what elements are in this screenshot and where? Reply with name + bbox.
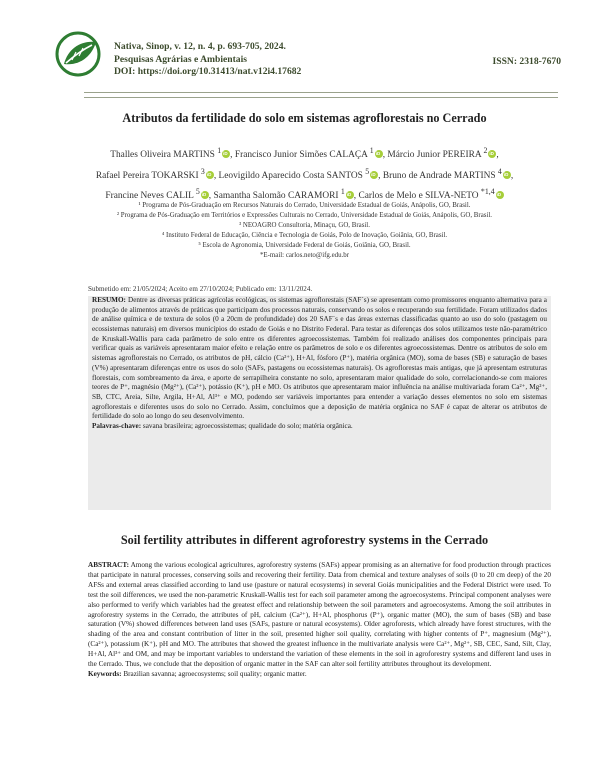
resumo-box <box>88 296 551 510</box>
palavras-chave-label: Palavras-chave: <box>92 421 142 430</box>
keywords-text: Brazilian savanna; agroecosystems; soil quality; organic matter. <box>123 669 307 678</box>
issn-label: ISSN: 2318-7670 <box>492 56 561 67</box>
header-divider-2 <box>84 97 558 98</box>
journal-logo-icon <box>52 30 106 78</box>
resumo-text: Dentre as diversas práticas agrícolas ecológicas, os sistemas agroflorestais (SAF´s) se apresentam como promissores enquanto alternativa para a produção de alimentos através de práticas que participam dos processos naturais, conservando os solos e recuperando sua fertilidade. Foram utilizados dados de análise química e de textura de solos (0 a 20cm de profundidade) dos 20 SAF´s e das áreas externas classificadas quanto ao uso do solo (pastagem ou ecossistemas naturais) em diversos municípios do estado de Goiás e no Distrito Federal. Para testar as diferenças dos solos utilizamos teste não-paramétrico de Kruskall-Wallis para cada parâmetro de solo entre os diferentes agroecossistemas. Também foi realizado análises dos componentes principais para verificar quais as variáveis apresentaram maior efeito e relação entre os parâmetros de solo e os diferentes agroecossistemas. Dentre os atributos de solo em sistemas agroflorestais no Cerrado, os atributos de pH, cálcio (Ca²⁺), H+Al, fósforo (P⁺), matéria orgânica (MO), soma de bases (SB) e saturação de bases (V%) apresentaram diferenças entre os usos do solo (SAFs, pastagens ou ecossistemas naturais). Os agroflorestas mais antigas, que já apresentam estruturas florestais, com sombreamento da área, e aporte de serrapilheira constante no solo, apresentaram maior qualidade do solo, correlacionando-se com maiores teores de P⁺, magnésio (Mg²⁺), (Ca²⁺), potássio (K⁺), pH e MO. Os atributos que apresentaram maior influência na análise multivariada foram Ca²⁺, Mg²⁺, SB, CTC, Areia, Silte, Argila, H+Al, Al³⁺ e MO, podendo ser variáveis importantes para entender a variação desses elementos no solo em sistemas agroflorestais e diferentes usos do solo no Cerrado. Assim, concluímos que a deposição de matéria orgânica no SAF é capaz de alterar os atributos de fertilidade do solo ao longo do seu desenvolvimento. <box>92 296 547 421</box>
orcid-icon[interactable] <box>375 150 383 158</box>
journal-header <box>0 0 609 92</box>
doi-link[interactable]: DOI: https://doi.org/10.31413/nat.v12i4.17682 <box>114 66 302 77</box>
affiliation-item: ⁵ Escola de Agronomia, Universidade Federal de Goiás, Goiânia, GO, Brasil. <box>198 241 411 249</box>
abstract-text: Among the various ecological agricultures, agroforestry systems (SAFs) appear promising as an alternative for food production through practices that participate in natural processes, conserving soils and recovering their fertility. Data from chemical and texture analyses of soils (0 to 20 cm deep) of the 20 AFSs and external areas classified according to land use (pasture or natural ecosystems) in several Goiás municipalities and the Federal District were used. To test the soil differences, we used the non-parametric Kruskall-Wallis test for each soil parameter among the agroecosystems. Principal component analyses were also performed to verify which variables had the greatest effect and relationship between the soil parameters and agroecosystems. Among the soil attributes in agroforestry systems in the Cerrado, the attributes of pH, calcium (Ca²⁺), H+Al, phosphorus (P⁺), organic matter (MO), the sum of bases (SB) and base saturation (V%) showed differences between land uses (SAFs, pasture or natural ecosystems). Older agroforests, which already have forest structures, with the shading of the area and constant contribution of litter in the soil, presented higher soil quality, correlating with higher contents of P⁺, magnesium (Mg²⁺), (Ca²⁺), potassium (K⁺), pH and MO. The attributes that showed the greatest influence in the multivariate analysis were Ca²⁺, Mg²⁺, SB, CEC, Sand, Silt, Clay, H+Al, Al³⁺ and OM, and may be important variables to understand the variation of these elements in the soil in agroforestry systems and different land uses in the Cerrado. Thus, we conclude that the deposition of organic matter in the SAF can alter soil fertility attributes throughout its development. <box>88 561 551 669</box>
author-list: Thalles Oliveira MARTINS $^1$iD , Francisco Junior Simões CALAÇA $^1$iD , Márcio Junior PEREIRA $^2$iD , Rafael Pereira TOKARSKI $^3$iD , Leovigildo Aparecido Costa SANTOS $^5$iD , Bruno de Andrade MARTINS $^4$iD , Francine Neves CALIL $^5$iD , Samantha Salomão CARAMORI $^1$iD , Carlos de Melo e SILVA-NETO $^{*1,4}$iD <box>52 143 557 205</box>
journal-info <box>114 41 301 79</box>
affiliation-item: ² Programa de Pós-Graduação em Territórios e Expressões Culturais no Cerrado, Universidade Estadual de Goiás, Anápolis, GO, Brasil. <box>117 211 492 219</box>
author-entry: Francine Neves CALIL $^5$iD <box>105 191 208 201</box>
submission-dates: Submetido em: 21/05/2024; Aceito em 27/10/2024; Publicado em: 13/11/2024. <box>88 285 313 293</box>
affiliation-item: ⁴ Instituto Federal de Educação, Ciência e Tecnologia de Goiás, Polo de Inovação, Goiânia, GO, Brasil. <box>161 231 448 239</box>
orcid-icon[interactable] <box>346 191 354 199</box>
journal-citation: Nativa, Sinop, v. 12, n. 4, p. 693-705, 2024. <box>114 41 286 52</box>
author-entry: Carlos de Melo e SILVA-NETO $^{*1,4}$iD <box>358 191 503 201</box>
article-title-pt: Atributos da fertilidade do solo em sistemas agroflorestais no Cerrado <box>122 111 487 125</box>
orcid-icon[interactable] <box>488 150 496 158</box>
affiliation-item: ¹ Programa de Pós-Graduação em Recursos Naturais do Cerrado, Universidade Estadual de Goiás, Anápolis, GO, Brasil. <box>138 202 471 209</box>
orcid-icon[interactable] <box>370 171 378 179</box>
abstract-en <box>88 561 551 757</box>
author-entry: Rafael Pereira TOKARSKI $^3$iD <box>96 171 214 181</box>
author-entry: Bruno de Andrade MARTINS $^4$iD <box>383 171 511 181</box>
palavras-chave-text: savana brasileira; agroecossistemas; qualidade do solo; matéria orgânica. <box>142 421 353 430</box>
header-divider <box>84 92 558 93</box>
orcid-icon[interactable] <box>201 191 209 199</box>
orcid-icon[interactable] <box>503 171 511 179</box>
orcid-icon[interactable] <box>222 150 230 158</box>
orcid-icon[interactable] <box>206 171 214 179</box>
journal-subtitle: Pesquisas Agrárias e Ambientais <box>114 53 247 65</box>
affiliation-list <box>52 201 557 260</box>
contact-email[interactable]: *E-mail: carlos.neto@ifg.edu.br <box>259 251 349 259</box>
affiliation-item: ³ NEOAGRO Consultoria, Minaçu, GO, Brasil. <box>239 221 370 229</box>
resumo-label: RESUMO: <box>92 296 126 304</box>
author-entry: Francisco Junior Simões CALAÇA $^1$iD <box>235 150 383 160</box>
author-entry: Márcio Junior PEREIRA $^2$iD <box>387 150 496 160</box>
author-entry: Samantha Salomão CARAMORI $^1$iD <box>213 191 353 201</box>
abstract-label: ABSTRACT: <box>88 561 130 569</box>
orcid-icon[interactable] <box>496 191 504 199</box>
author-entry: Thalles Oliveira MARTINS $^1$iD <box>110 150 230 160</box>
author-entry: Leovigildo Aparecido Costa SANTOS $^5$iD <box>219 171 379 181</box>
article-title-en: Soil fertility attributes in different agroforestry systems in the Cerrado <box>120 533 489 547</box>
keywords-label: Keywords: <box>88 669 122 678</box>
